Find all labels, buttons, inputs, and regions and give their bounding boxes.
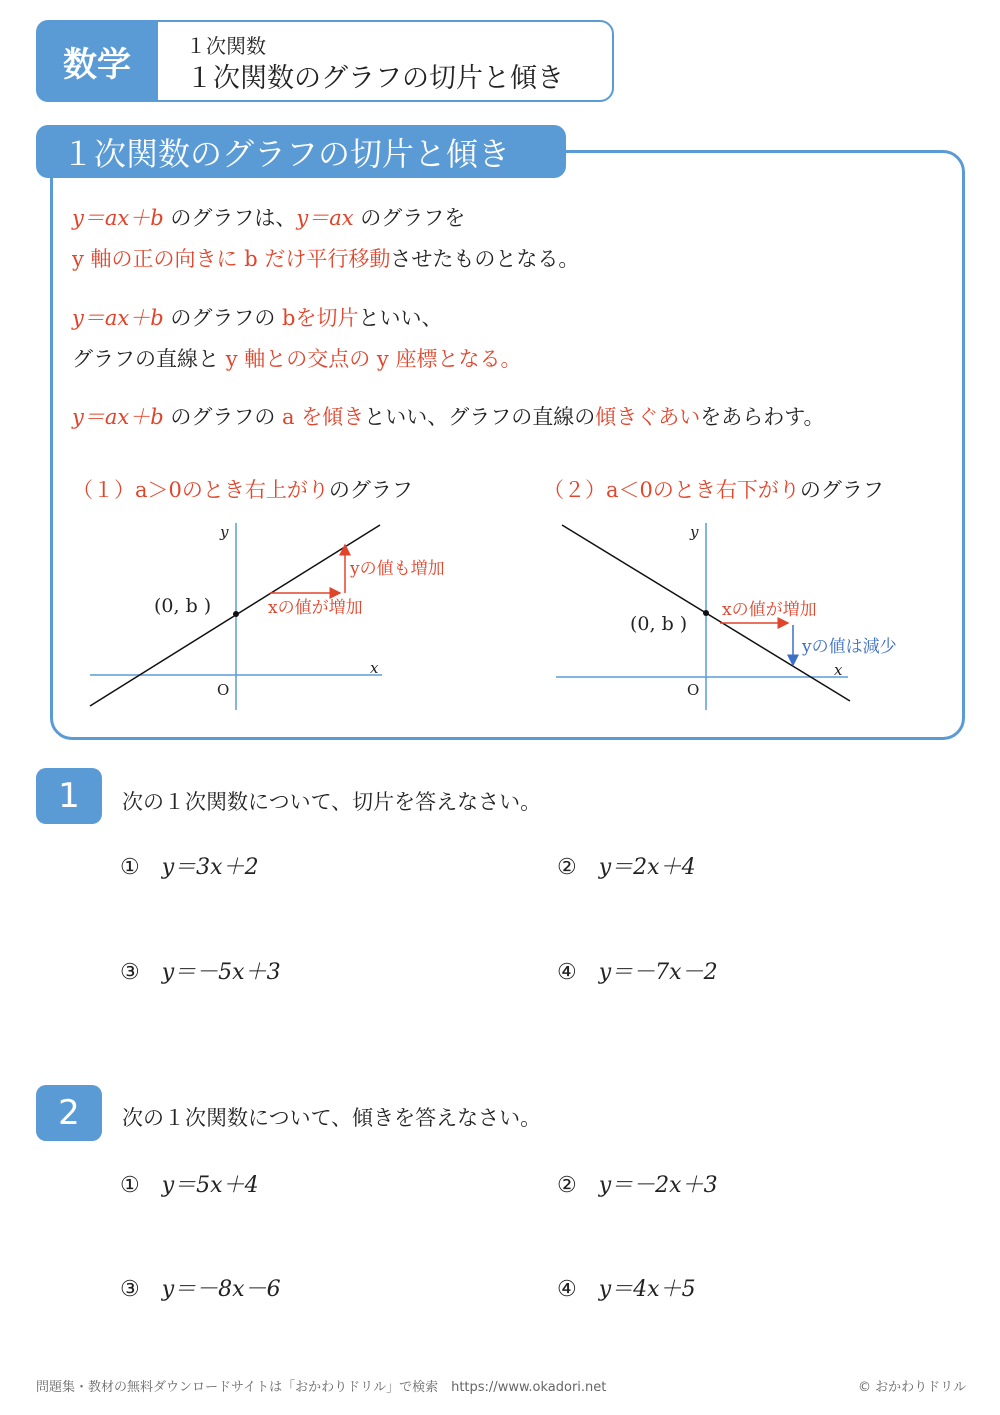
header-category: １次関数 <box>186 34 266 58</box>
q1-item-1-mark: ① <box>120 855 140 880</box>
p2-t1: のグラフの <box>163 306 283 330</box>
p2-t5: y 軸との交点の y 座標となる。 <box>225 347 522 371</box>
q1-item-2 <box>557 850 696 881</box>
p1-t3: y 軸の正の向きに b だけ平行移動 <box>72 247 391 271</box>
p3-t3: といい、グラフの直線の <box>364 405 596 429</box>
graph1-point-label: (0, b ) <box>154 595 212 617</box>
p1-line2 <box>72 243 579 273</box>
graph1-x-label: x <box>370 659 379 677</box>
q1-item-4-mark: ④ <box>557 960 577 985</box>
q2-item-3-mark: ③ <box>120 1277 140 1302</box>
q1-item-2-mark: ② <box>557 855 577 880</box>
header-title: １次関数のグラフの切片と傾き <box>186 63 564 94</box>
graph1-heading-red: （１）a＞0のとき右上がり <box>72 478 329 502</box>
p2-t4: グラフの直線と <box>72 347 226 371</box>
q2-item-4-mark: ④ <box>557 1277 577 1302</box>
q2-number-badge: 2 <box>36 1085 102 1141</box>
panel-title: １次関数のグラフの切片と傾き <box>36 125 566 178</box>
p2-eq: y＝ax＋b <box>72 306 164 330</box>
q1-text: 次の１次関数について、切片を答えなさい。 <box>122 790 542 814</box>
graph1-intercept-point <box>233 611 239 617</box>
footer-left: 問題集・教材の無料ダウンロードサイトは「おかわりドリル」で検索 https://www.okadori.net <box>36 1380 607 1395</box>
p3-line1 <box>72 401 825 431</box>
p3-t1: のグラフの <box>163 405 283 429</box>
q2-item-1 <box>120 1168 259 1199</box>
p2-t3: といい、 <box>358 306 443 330</box>
p3-eq: y＝ax＋b <box>72 405 164 429</box>
graph2-intercept-point <box>703 610 709 616</box>
q1-item-3 <box>120 955 281 986</box>
graph1-note-x: xの値が増加 <box>268 598 363 618</box>
q1-item-1 <box>120 850 259 881</box>
graph1-heading <box>72 474 413 504</box>
graph2-origin: O <box>687 681 700 699</box>
q2-item-1-eq: y＝5x＋4 <box>161 1173 259 1198</box>
graph2-heading <box>543 474 884 504</box>
graph2-heading-red: （２）a＜0のとき右下がり <box>543 478 800 502</box>
p2-line1 <box>72 302 442 332</box>
graph1-heading-black: のグラフ <box>328 478 413 502</box>
graph1-y-label: y <box>220 523 229 541</box>
q2-item-2 <box>557 1168 718 1199</box>
q2-item-2-eq: y＝－2x＋3 <box>598 1173 718 1198</box>
q1-item-2-eq: y＝2x＋4 <box>598 855 696 880</box>
q2-item-2-mark: ② <box>557 1173 577 1198</box>
p3-t4: 傾きぐあい <box>595 405 701 429</box>
q1-number-badge: 1 <box>36 768 102 824</box>
q1-item-4-eq: y＝－7x－2 <box>598 960 718 985</box>
graph2-note-x: xの値が増加 <box>722 600 817 620</box>
p1-t4: させたものとなる。 <box>390 247 580 271</box>
graph2-y-label: y <box>690 523 699 541</box>
graph1-svg <box>80 515 445 720</box>
graph2-x-label: x <box>834 661 843 679</box>
graph1-origin: O <box>217 681 230 699</box>
p1-t1: のグラフは、 <box>163 206 297 230</box>
q2-item-4 <box>557 1272 696 1303</box>
graph1-note-y: yの値も増加 <box>350 559 445 579</box>
p3-t5: をあらわす。 <box>700 405 825 429</box>
q2-item-3 <box>120 1272 281 1303</box>
p2-line2 <box>72 343 521 373</box>
q1-item-3-eq: y＝－5x＋3 <box>161 960 281 985</box>
q1-item-1-eq: y＝3x＋2 <box>161 855 259 880</box>
p3-t2: a を傾き <box>282 405 365 429</box>
q2-item-4-eq: y＝4x＋5 <box>598 1277 696 1302</box>
q1-item-4 <box>557 955 718 986</box>
p1-line1 <box>72 202 465 232</box>
q2-item-1-mark: ① <box>120 1173 140 1198</box>
graph2-point-label: (0, b ) <box>630 613 688 635</box>
footer-copyright: © おかわりドリル <box>858 1380 967 1395</box>
q1-item-3-mark: ③ <box>120 960 140 985</box>
graph2-note-y: yの値は減少 <box>802 637 897 657</box>
q2-item-3-eq: y＝－8x－6 <box>161 1277 281 1302</box>
q2-text: 次の１次関数について、傾きを答えなさい。 <box>122 1106 542 1130</box>
p1-eq2: y＝ax <box>296 206 354 230</box>
p2-t2: bを切片 <box>282 306 359 330</box>
graph2-heading-black: のグラフ <box>799 478 884 502</box>
p1-t2: のグラフを <box>353 206 466 230</box>
subject-badge: 数学 <box>36 20 158 102</box>
p1-eq1: y＝ax＋b <box>72 206 164 230</box>
graph2-svg <box>550 515 897 720</box>
